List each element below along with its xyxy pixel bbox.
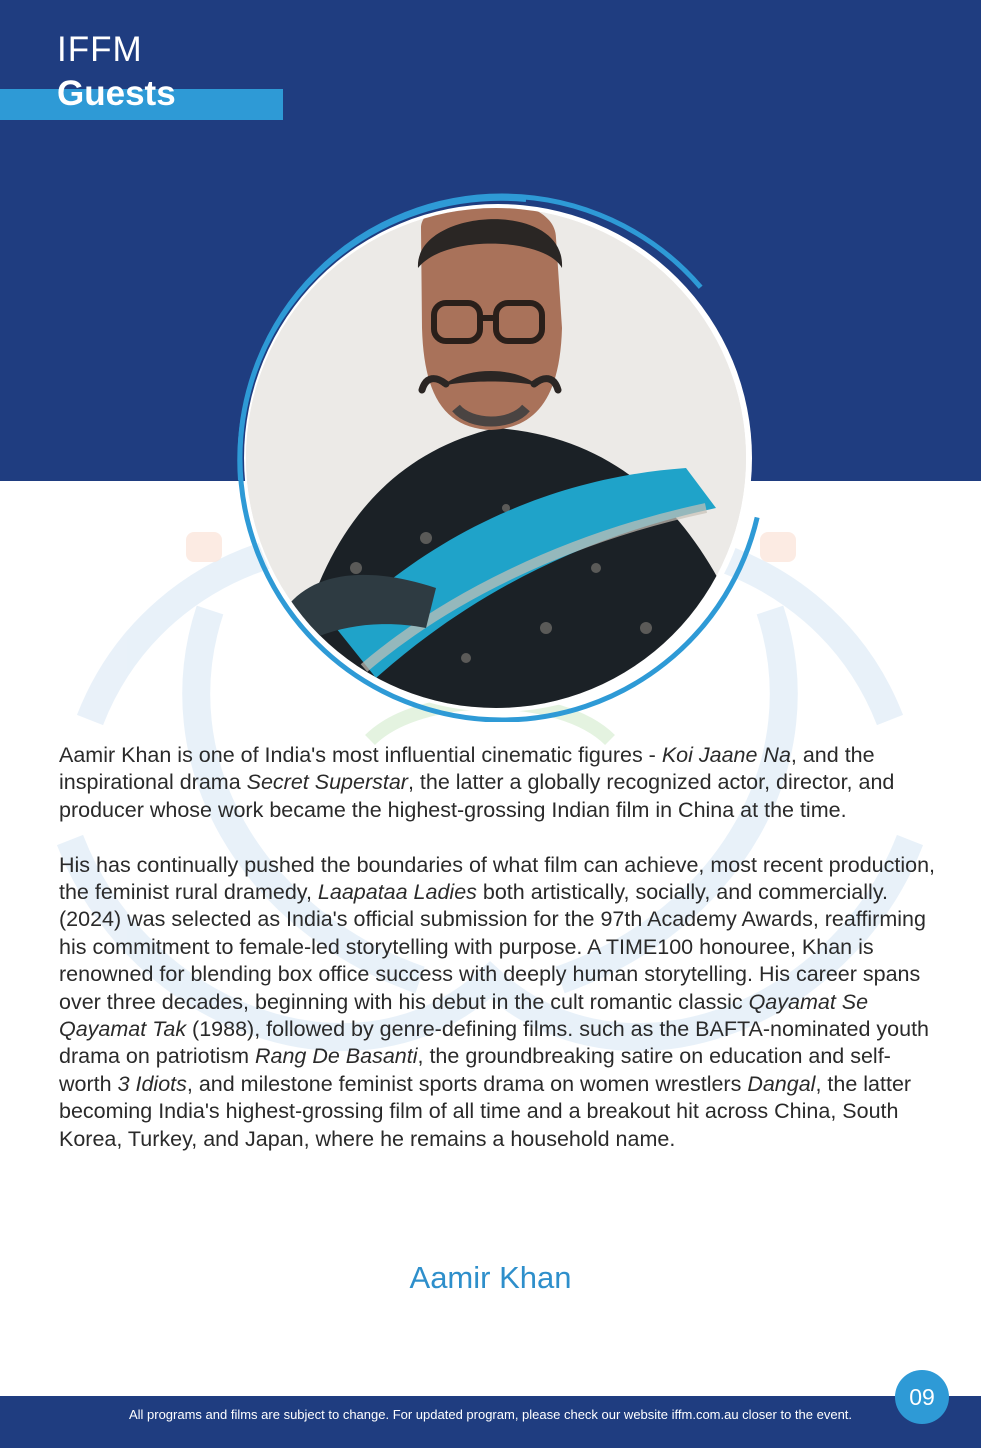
page-title: Guests: [57, 74, 176, 113]
film-title-secret-superstar: Secret Superstar: [246, 770, 408, 795]
bio-paragraph-2: [59, 852, 939, 1153]
bio-text: , and milestone feminist sports drama on women wrestlers: [186, 1071, 748, 1096]
guest-portrait-frame: [226, 190, 778, 722]
page-number-badge: 09: [895, 1370, 949, 1424]
bio-text: His has continually pushed the boundaries of what film can achieve, most recent production, the feminist rural dramedy,: [59, 852, 936, 905]
film-title-dangal: Dangal: [747, 1071, 816, 1096]
bio-text: , and the inspirational drama: [59, 743, 875, 795]
bio-text: , the latter a globally recognized actor, director, and producer whose work became the highest-grossing Indian film in China at the time.: [59, 770, 895, 822]
footer-notice: All programs and films are subject to change. For updated program, please check our website iffm.com.au closer to the event.: [128, 1407, 853, 1422]
header-kicker: IFFM: [57, 30, 143, 69]
bio-text: , the groundbreaking satire on education and self-worth: [59, 1044, 891, 1096]
guest-portrait-photo: [246, 208, 746, 708]
bio-text: , the latter becoming India's highest-grossing film of all time and a breakout hit across China, South Korea, Turkey, and Japan, where he remains a household name.: [59, 1071, 912, 1151]
footer-bar: [0, 1396, 981, 1448]
film-title-laapataa-ladies: Laapataa Ladies: [317, 880, 477, 905]
film-title-rang-de-basanti: Rang De Basanti: [254, 1044, 418, 1069]
bio-text: both artistically, socially, and commercially. (2024) was selected as India's official submission for the 97th Academy Awards, reaffirming his commitment to female-led storytelling with purpose. A TIME100 honouree, Khan is renowned for blending box office success with deeply human storytelling. His career spans over three decades, beginning with his debut in the cult romantic classic: [59, 880, 926, 1014]
film-title-qayamat-se-qayamat-tak: Qayamat Se Qayamat Tak: [59, 989, 869, 1042]
film-title-3-idiots: 3 Idiots: [117, 1071, 187, 1096]
bio-text: (1988), followed by genre-defining films. such as the BAFTA-nominated youth drama on patriotism: [59, 1017, 930, 1069]
guest-biography: [59, 742, 939, 1153]
portrait-illustration: [246, 208, 746, 708]
bio-paragraph-1: [59, 742, 939, 824]
film-title-koi-jaane-na: Koi Jaane Na: [661, 743, 791, 767]
bio-text: Aamir Khan is one of India's most influential cinematic figures -: [59, 743, 662, 767]
guest-name: Aamir Khan: [409, 1260, 572, 1295]
